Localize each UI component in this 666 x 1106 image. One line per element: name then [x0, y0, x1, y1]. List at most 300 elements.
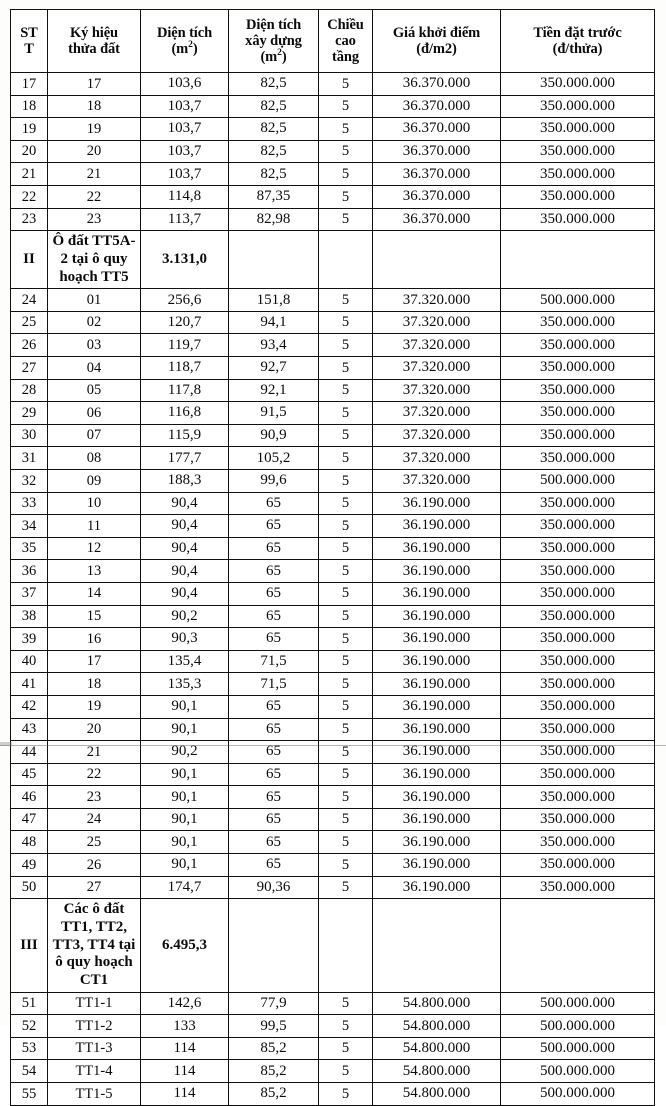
column-header-area-line3: )	[192, 41, 198, 57]
cell-start-price: 54.800.000	[373, 992, 501, 1015]
cell-stt: 18	[11, 95, 48, 118]
cell-start-price: 36.370.000	[373, 118, 501, 141]
cell-floors	[319, 899, 373, 992]
cell-start-price: 36.190.000	[373, 763, 501, 786]
cell-start-price: 36.370.000	[373, 163, 501, 186]
column-header-build-area-line3: (m	[260, 49, 278, 66]
table-header	[11, 10, 655, 73]
table-row	[11, 1083, 655, 1106]
table-row	[11, 1060, 655, 1083]
cell-build-area	[229, 899, 319, 992]
cell-area: 90,4	[141, 537, 229, 560]
cell-area: 6.495,3	[141, 899, 229, 992]
table-row	[11, 163, 655, 186]
cell-deposit: 350.000.000	[501, 831, 655, 854]
cell-start-price: 36.190.000	[373, 628, 501, 651]
cell-symbol: 09	[48, 469, 141, 492]
cell-build-area: 85,2	[229, 1037, 319, 1060]
table-row	[11, 786, 655, 809]
cell-deposit: 350.000.000	[501, 492, 655, 515]
cell-build-area: 91,5	[229, 402, 319, 425]
table-row	[11, 1037, 655, 1060]
column-header-symbol	[48, 10, 141, 73]
table-section-row	[11, 231, 655, 289]
cell-stt: 30	[11, 424, 48, 447]
cell-deposit	[501, 231, 655, 289]
cell-start-price	[373, 231, 501, 289]
cell-deposit: 350.000.000	[501, 95, 655, 118]
cell-stt: 19	[11, 118, 48, 141]
cell-build-area: 65	[229, 763, 319, 786]
column-header-area-line2: (m	[171, 41, 189, 57]
cell-start-price: 37.320.000	[373, 447, 501, 470]
table-row	[11, 650, 655, 673]
cell-build-area: 71,5	[229, 650, 319, 673]
cell-stt: 51	[11, 992, 48, 1015]
table-row	[11, 73, 655, 96]
cell-symbol: 23	[48, 208, 141, 231]
table-row	[11, 311, 655, 334]
column-header-area	[141, 10, 229, 73]
cell-area: 3.131,0	[141, 231, 229, 289]
cell-floors: 5	[319, 379, 373, 402]
cell-deposit: 350.000.000	[501, 73, 655, 96]
cell-stt: 40	[11, 650, 48, 673]
table-section-row	[11, 899, 655, 992]
cell-area: 103,7	[141, 163, 229, 186]
table-row	[11, 673, 655, 696]
cell-floors: 5	[319, 1037, 373, 1060]
cell-floors: 5	[319, 289, 373, 312]
cell-floors	[319, 231, 373, 289]
cell-build-area: 82,5	[229, 73, 319, 96]
cell-floors: 5	[319, 118, 373, 141]
table-row	[11, 854, 655, 877]
cell-stt: 42	[11, 695, 48, 718]
cell-build-area: 85,2	[229, 1083, 319, 1106]
cell-area: 90,1	[141, 695, 229, 718]
cell-start-price: 54.800.000	[373, 1083, 501, 1106]
cell-start-price: 36.190.000	[373, 537, 501, 560]
cell-floors: 5	[319, 537, 373, 560]
cell-symbol: TT1-4	[48, 1060, 141, 1083]
cell-symbol: 25	[48, 831, 141, 854]
cell-start-price: 36.190.000	[373, 582, 501, 605]
cell-deposit: 350.000.000	[501, 582, 655, 605]
cell-stt: 54	[11, 1060, 48, 1083]
cell-stt: 22	[11, 185, 48, 208]
cell-symbol: 21	[48, 163, 141, 186]
cell-symbol: 21	[48, 741, 141, 764]
cell-stt: 29	[11, 402, 48, 425]
cell-floors: 5	[319, 185, 373, 208]
cell-area: 116,8	[141, 402, 229, 425]
cell-symbol: 22	[48, 185, 141, 208]
cell-area: 174,7	[141, 876, 229, 899]
cell-floors: 5	[319, 718, 373, 741]
cell-build-area: 65	[229, 695, 319, 718]
cell-floors: 5	[319, 515, 373, 538]
cell-stt: III	[11, 899, 48, 992]
cell-floors: 5	[319, 786, 373, 809]
cell-start-price: 36.370.000	[373, 185, 501, 208]
cell-build-area: 82,5	[229, 95, 319, 118]
cell-build-area: 65	[229, 492, 319, 515]
cell-stt: 37	[11, 582, 48, 605]
cell-stt: 25	[11, 311, 48, 334]
cell-build-area: 94,1	[229, 311, 319, 334]
cell-stt: 31	[11, 447, 48, 470]
cell-floors: 5	[319, 311, 373, 334]
cell-symbol: 01	[48, 289, 141, 312]
cell-start-price: 54.800.000	[373, 1060, 501, 1083]
cell-area: 133	[141, 1015, 229, 1038]
cell-stt: 35	[11, 537, 48, 560]
table-row	[11, 402, 655, 425]
cell-stt: 26	[11, 334, 48, 357]
cell-stt: 50	[11, 876, 48, 899]
column-header-stt-line2: T	[24, 41, 34, 57]
cell-start-price: 36.370.000	[373, 140, 501, 163]
cell-symbol: 12	[48, 537, 141, 560]
cell-stt: 27	[11, 357, 48, 380]
cell-start-price: 37.320.000	[373, 402, 501, 425]
cell-build-area: 82,5	[229, 163, 319, 186]
column-header-symbol-line2: thửa đất	[68, 41, 120, 57]
cell-start-price: 36.190.000	[373, 673, 501, 696]
cell-floors: 5	[319, 208, 373, 231]
cell-floors: 5	[319, 808, 373, 831]
cell-floors: 5	[319, 447, 373, 470]
cell-deposit: 350.000.000	[501, 163, 655, 186]
cell-area: 117,8	[141, 379, 229, 402]
table-row	[11, 605, 655, 628]
cell-deposit: 350.000.000	[501, 763, 655, 786]
cell-stt: 24	[11, 289, 48, 312]
cell-deposit: 500.000.000	[501, 1083, 655, 1106]
cell-deposit: 350.000.000	[501, 628, 655, 651]
cell-area: 90,2	[141, 605, 229, 628]
cell-symbol: Ô đất TT5A-2 tại ô quy hoạch TT5	[48, 231, 141, 289]
table-row	[11, 118, 655, 141]
table-row	[11, 208, 655, 231]
cell-deposit: 500.000.000	[501, 992, 655, 1015]
cell-symbol: 03	[48, 334, 141, 357]
cell-floors: 5	[319, 469, 373, 492]
cell-deposit: 350.000.000	[501, 605, 655, 628]
cell-floors: 5	[319, 582, 373, 605]
cell-area: 90,1	[141, 786, 229, 809]
table-row	[11, 424, 655, 447]
land-plot-auction-table	[10, 9, 655, 1106]
table-row	[11, 718, 655, 741]
cell-symbol: 13	[48, 560, 141, 583]
cell-area: 90,1	[141, 808, 229, 831]
cell-stt: 36	[11, 560, 48, 583]
cell-deposit: 350.000.000	[501, 402, 655, 425]
cell-stt: 44	[11, 741, 48, 764]
cell-deposit: 350.000.000	[501, 447, 655, 470]
cell-build-area: 65	[229, 537, 319, 560]
cell-build-area: 90,9	[229, 424, 319, 447]
table-row	[11, 492, 655, 515]
cell-floors: 5	[319, 992, 373, 1015]
cell-start-price: 36.370.000	[373, 95, 501, 118]
cell-build-area: 82,5	[229, 140, 319, 163]
cell-start-price: 36.190.000	[373, 808, 501, 831]
cell-deposit: 350.000.000	[501, 854, 655, 877]
table-row	[11, 289, 655, 312]
column-header-deposit-line1: Tiền đặt trước	[533, 24, 622, 41]
cell-start-price: 36.190.000	[373, 831, 501, 854]
document-page	[10, 9, 654, 1106]
cell-start-price: 37.320.000	[373, 289, 501, 312]
cell-floors: 5	[319, 163, 373, 186]
table-row	[11, 469, 655, 492]
table-row	[11, 185, 655, 208]
cell-symbol: 27	[48, 876, 141, 899]
cell-build-area: 105,2	[229, 447, 319, 470]
cell-area: 90,1	[141, 763, 229, 786]
cell-area: 103,7	[141, 118, 229, 141]
cell-symbol: 22	[48, 763, 141, 786]
cell-start-price: 37.320.000	[373, 379, 501, 402]
column-header-floors-line3: tầng	[332, 49, 359, 66]
cell-floors: 5	[319, 695, 373, 718]
cell-symbol: 06	[48, 402, 141, 425]
cell-area: 135,3	[141, 673, 229, 696]
cell-deposit: 350.000.000	[501, 357, 655, 380]
cell-deposit: 350.000.000	[501, 718, 655, 741]
table-row	[11, 447, 655, 470]
column-header-deposit	[501, 10, 655, 73]
cell-deposit: 350.000.000	[501, 334, 655, 357]
cell-floors: 5	[319, 402, 373, 425]
cell-build-area: 99,5	[229, 1015, 319, 1038]
cell-start-price: 36.190.000	[373, 695, 501, 718]
cell-deposit: 500.000.000	[501, 1015, 655, 1038]
column-header-deposit-line2: (đ/thửa)	[552, 41, 603, 57]
cell-deposit: 350.000.000	[501, 515, 655, 538]
table-row	[11, 1015, 655, 1038]
cell-build-area: 65	[229, 808, 319, 831]
cell-symbol: 19	[48, 695, 141, 718]
cell-build-area: 65	[229, 515, 319, 538]
cell-build-area: 65	[229, 786, 319, 809]
column-header-build-area	[229, 10, 319, 73]
cell-symbol: 20	[48, 718, 141, 741]
cell-symbol: 10	[48, 492, 141, 515]
cell-start-price: 36.190.000	[373, 560, 501, 583]
cell-symbol: TT1-2	[48, 1015, 141, 1038]
cell-deposit: 350.000.000	[501, 379, 655, 402]
table-row	[11, 582, 655, 605]
cell-symbol: 18	[48, 95, 141, 118]
cell-symbol: 17	[48, 650, 141, 673]
cell-build-area: 85,2	[229, 1060, 319, 1083]
table-row	[11, 95, 655, 118]
cell-symbol: 18	[48, 673, 141, 696]
cell-area: 90,2	[141, 741, 229, 764]
cell-build-area: 65	[229, 605, 319, 628]
cell-area: 90,4	[141, 582, 229, 605]
cell-area: 90,1	[141, 854, 229, 877]
cell-symbol: 08	[48, 447, 141, 470]
cell-stt: 28	[11, 379, 48, 402]
cell-stt: 55	[11, 1083, 48, 1106]
cell-stt: 21	[11, 163, 48, 186]
cell-stt: 48	[11, 831, 48, 854]
cell-start-price: 36.190.000	[373, 650, 501, 673]
cell-build-area: 65	[229, 560, 319, 583]
column-header-floors-line2: cao	[335, 32, 356, 49]
cell-symbol: 16	[48, 628, 141, 651]
column-header-stt-line1: ST	[20, 24, 38, 41]
table-row	[11, 741, 655, 764]
cell-build-area: 92,7	[229, 357, 319, 380]
table-row	[11, 515, 655, 538]
cell-build-area: 65	[229, 718, 319, 741]
column-header-floors	[319, 10, 373, 73]
cell-start-price: 36.370.000	[373, 73, 501, 96]
cell-symbol: TT1-1	[48, 992, 141, 1015]
cell-build-area: 87,35	[229, 185, 319, 208]
cell-start-price: 36.190.000	[373, 854, 501, 877]
cell-symbol: 02	[48, 311, 141, 334]
cell-symbol: 11	[48, 515, 141, 538]
cell-build-area: 65	[229, 741, 319, 764]
cell-build-area: 90,36	[229, 876, 319, 899]
cell-deposit	[501, 899, 655, 992]
table-row	[11, 334, 655, 357]
cell-floors: 5	[319, 741, 373, 764]
table-row	[11, 140, 655, 163]
cell-build-area: 65	[229, 831, 319, 854]
cell-stt: 38	[11, 605, 48, 628]
cell-build-area	[229, 231, 319, 289]
cell-area: 114	[141, 1083, 229, 1106]
cell-start-price: 54.800.000	[373, 1015, 501, 1038]
cell-symbol: 04	[48, 357, 141, 380]
cell-stt: 20	[11, 140, 48, 163]
cell-area: 103,7	[141, 140, 229, 163]
column-header-start-price	[373, 10, 501, 73]
cell-stt: 52	[11, 1015, 48, 1038]
cell-start-price: 54.800.000	[373, 1037, 501, 1060]
cell-stt: 49	[11, 854, 48, 877]
cell-area: 103,7	[141, 95, 229, 118]
cell-area: 118,7	[141, 357, 229, 380]
cell-stt: 45	[11, 763, 48, 786]
cell-symbol: Các ô đất TT1, TT2, TT3, TT4 tại ô quy hoạch CT1	[48, 899, 141, 992]
cell-deposit: 500.000.000	[501, 469, 655, 492]
cell-floors: 5	[319, 650, 373, 673]
cell-start-price: 37.320.000	[373, 311, 501, 334]
cell-floors: 5	[319, 673, 373, 696]
table-row	[11, 831, 655, 854]
cell-stt: 46	[11, 786, 48, 809]
column-header-start-price-line2: (đ/m2)	[416, 41, 457, 57]
cell-build-area: 65	[229, 628, 319, 651]
cell-deposit: 350.000.000	[501, 650, 655, 673]
table-body	[11, 73, 655, 1106]
cell-floors: 5	[319, 492, 373, 515]
cell-stt: 33	[11, 492, 48, 515]
cell-floors: 5	[319, 95, 373, 118]
cell-build-area: 77,9	[229, 992, 319, 1015]
cell-start-price: 36.190.000	[373, 605, 501, 628]
cell-area: 90,4	[141, 515, 229, 538]
cell-start-price: 37.320.000	[373, 334, 501, 357]
cell-area: 103,6	[141, 73, 229, 96]
cell-area: 256,6	[141, 289, 229, 312]
cell-area: 177,7	[141, 447, 229, 470]
cell-start-price: 37.320.000	[373, 357, 501, 380]
cell-deposit: 350.000.000	[501, 741, 655, 764]
cell-deposit: 350.000.000	[501, 876, 655, 899]
cell-start-price: 36.370.000	[373, 208, 501, 231]
cell-area: 90,3	[141, 628, 229, 651]
cell-deposit: 500.000.000	[501, 289, 655, 312]
cell-floors: 5	[319, 357, 373, 380]
cell-build-area: 82,98	[229, 208, 319, 231]
cell-area: 90,1	[141, 831, 229, 854]
cell-symbol: 17	[48, 73, 141, 96]
cell-stt: 23	[11, 208, 48, 231]
cell-floors: 5	[319, 763, 373, 786]
cell-area: 188,3	[141, 469, 229, 492]
cell-deposit: 350.000.000	[501, 311, 655, 334]
cell-deposit: 350.000.000	[501, 208, 655, 231]
cell-deposit: 350.000.000	[501, 673, 655, 696]
column-header-area-line1: Diện tích	[156, 24, 213, 41]
cell-deposit: 350.000.000	[501, 695, 655, 718]
cell-deposit: 350.000.000	[501, 786, 655, 809]
column-header-stt	[11, 10, 48, 73]
cell-build-area: 151,8	[229, 289, 319, 312]
cell-symbol: 26	[48, 854, 141, 877]
cell-floors: 5	[319, 334, 373, 357]
cell-symbol: 15	[48, 605, 141, 628]
cell-deposit: 350.000.000	[501, 185, 655, 208]
cell-symbol: 24	[48, 808, 141, 831]
cell-deposit: 500.000.000	[501, 1037, 655, 1060]
cell-start-price: 36.190.000	[373, 515, 501, 538]
cell-symbol: 23	[48, 786, 141, 809]
header-row	[11, 10, 655, 73]
cell-area: 120,7	[141, 311, 229, 334]
cell-area: 90,4	[141, 560, 229, 583]
cell-floors: 5	[319, 1083, 373, 1106]
cell-build-area: 82,5	[229, 118, 319, 141]
table-row	[11, 560, 655, 583]
cell-symbol: 19	[48, 118, 141, 141]
cell-stt: 39	[11, 628, 48, 651]
cell-symbol: TT1-5	[48, 1083, 141, 1106]
cell-floors: 5	[319, 628, 373, 651]
cell-stt: 17	[11, 73, 48, 96]
cell-area: 115,9	[141, 424, 229, 447]
cell-stt: 34	[11, 515, 48, 538]
table-row	[11, 876, 655, 899]
cell-floors: 5	[319, 854, 373, 877]
cell-stt: 43	[11, 718, 48, 741]
cell-build-area: 65	[229, 582, 319, 605]
cell-deposit: 350.000.000	[501, 560, 655, 583]
table-row	[11, 628, 655, 651]
cell-symbol: 07	[48, 424, 141, 447]
table-row	[11, 808, 655, 831]
